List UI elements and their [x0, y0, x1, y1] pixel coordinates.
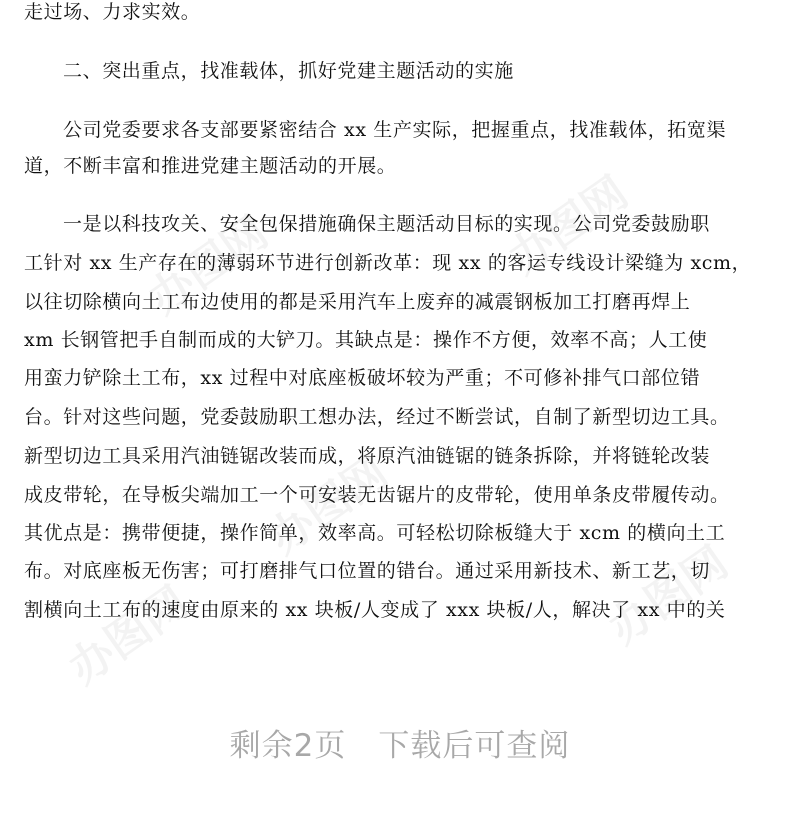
watermark: 办图网: [139, 206, 278, 325]
watermark: 办图网: [259, 446, 398, 565]
download-prompt[interactable]: 剩余2页 下载后可查阅: [229, 728, 571, 764]
paragraph-line: xm 长钢管把手自制而成的大铲刀。其缺点是：操作不方便，效率不高；人工使: [24, 329, 708, 351]
paragraph-line: 成皮带轮，在导板尖端加工一个可安装无齿锯片的皮带轮，使用单条皮带履传动。: [24, 484, 730, 506]
paragraph-line: 一是以科技攻关、安全包保措施确保主题活动目标的实现。公司党委鼓励职: [63, 213, 710, 235]
paragraph-line: 新型切边工具采用汽油链锯改装而成，将原汽油链锯的链条拆除，并将链轮改装: [24, 445, 711, 467]
watermark: 办图网: [59, 576, 198, 695]
paragraph-line: 台。针对这些问题，党委鼓励职工想办法，经过不断尝试，自制了新型切边工具。: [24, 406, 730, 428]
paragraph-line: 走过场、力求实效。: [24, 1, 201, 23]
paragraph-line: 工针对 xx 生产存在的薄弱环节进行创新改革：现 xx 的客运专线设计梁缝为 xcm，: [24, 252, 752, 274]
paragraph-line: 用蛮力铲除土工布，xx 过程中对底座板破坏较为严重；不可修补排气口部位错: [24, 367, 701, 389]
paragraph-line: 其优点是：携带便捷，操作简单，效率高。可轻松切除板缝大于 xcm 的横向土工: [24, 522, 726, 544]
paragraph-line: 以往切除横向土工布边使用的都是采用汽车上废弃的减震钢板加工打磨再焊上: [24, 291, 691, 313]
section-heading: 二、突出重点，找准载体，抓好党建主题活动的实施: [63, 60, 514, 82]
paragraph-line: 公司党委要求各支部要紧密结合 xx 生产实际，把握重点，找准载体，拓宽渠: [63, 119, 727, 141]
watermark: 办图网: [599, 536, 738, 655]
paragraph-line: 道，不断丰富和推进党建主题活动的开展。: [24, 155, 397, 177]
watermark: 办图网: [499, 166, 638, 285]
paragraph-line: 割横向土工布的速度由原来的 xx 块板/人变成了 xxx 块板/人，解决了 xx 中的关: [24, 599, 726, 621]
paragraph-line: 布。对底座板无伤害；可打磨排气口位置的错台。通过采用新技术、新工艺，切: [24, 560, 711, 582]
